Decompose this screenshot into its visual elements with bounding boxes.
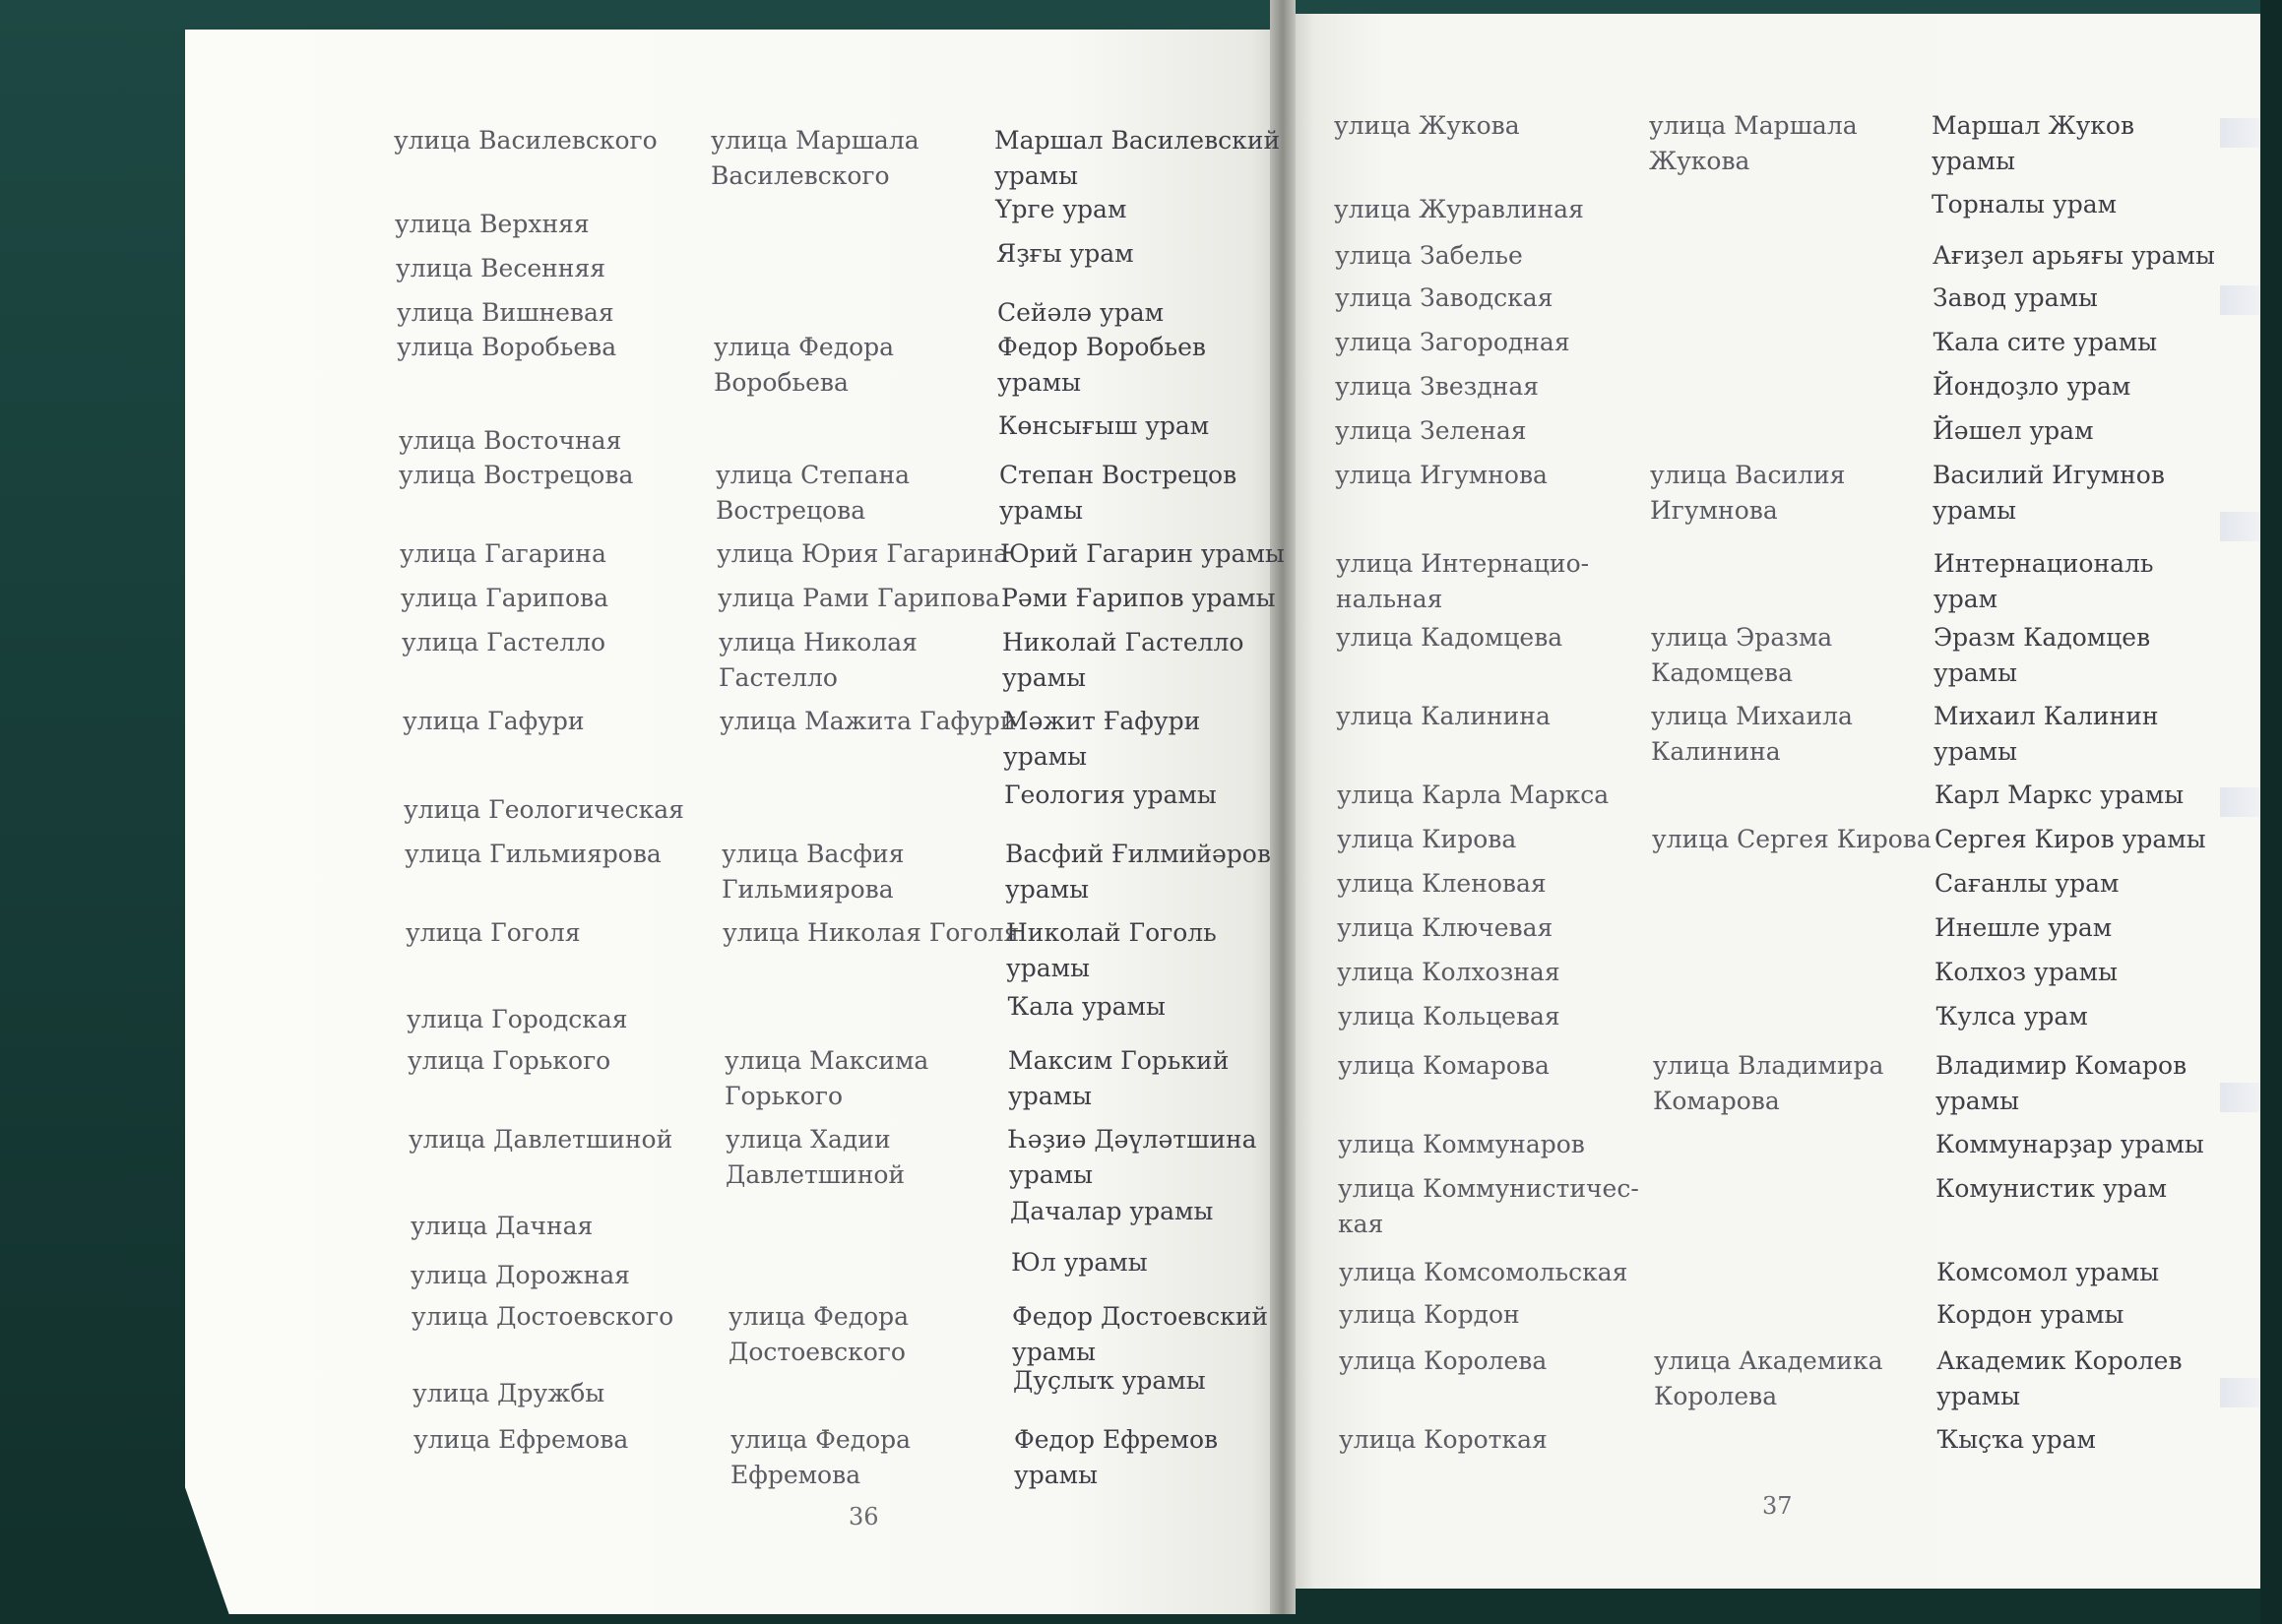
right-row-mid-cell: Жукова	[1649, 147, 1750, 175]
left-row-top-cell: улица Достоевского	[412, 1302, 674, 1331]
right-row-top-cell: улица Короткая	[1339, 1425, 1548, 1454]
right-row-top-cell: улица Комарова	[1338, 1051, 1550, 1080]
right-row-mid-cell: улица Михаила	[1651, 702, 1853, 730]
left-row-bsh-cell: Рәми Ғарипов урамы	[1001, 584, 1276, 612]
right-row-bsh-cell: Сағанлы урам	[1934, 869, 2120, 898]
right-row-top-cell: улица Королева	[1339, 1346, 1548, 1375]
left-row-mid-cell: Гастелло	[719, 663, 838, 692]
right-row-bsh-cell: урамы	[1933, 737, 2017, 766]
right-row-bsh-cell: Комсомол урамы	[1936, 1258, 2160, 1286]
right-row-top-cell: улица Колхозная	[1337, 958, 1560, 986]
left-row-mid-cell: улица Федора	[714, 333, 895, 361]
left-row-top-cell: улица Ефремова	[413, 1425, 629, 1454]
left-row-bsh-cell: урамы	[1003, 742, 1087, 771]
left-row-bsh-cell: Федор Воробьев	[997, 333, 1206, 361]
right-row-mid-cell: улица Сергея Кирова	[1652, 825, 1932, 853]
right-row-top-cell: улица Игумнова	[1335, 461, 1548, 489]
right-row-top-cell: улица Комсомольская	[1339, 1258, 1628, 1286]
left-row-mid-cell: Горького	[725, 1082, 844, 1110]
right-row-top-cell: улица Кольцевая	[1338, 1002, 1560, 1031]
right-row-top-cell: улица Калинина	[1336, 702, 1551, 730]
left-row-mid-cell: улица Николая	[719, 628, 918, 656]
left-row-bsh-cell: Геология урамы	[1004, 781, 1217, 809]
left-row-mid-cell: улица Федора	[730, 1425, 912, 1454]
right-row-mid-cell: Королева	[1654, 1382, 1778, 1410]
left-row-bsh-cell: Николай Гастелло	[1002, 628, 1244, 656]
left-row-mid-cell: улица Рами Гарипова	[718, 584, 1000, 612]
right-row-bsh-cell: Кордон урамы	[1936, 1300, 2124, 1329]
left-row-top-cell: улица Дачная	[411, 1212, 594, 1240]
left-row-mid-cell: улица Хадии	[726, 1125, 891, 1154]
left-row-top-cell: улица Геологическая	[404, 795, 684, 824]
left-row-bsh-cell: Васфий Ғилмийәров	[1005, 840, 1271, 868]
right-row-bsh-cell: Интернациональ	[1933, 549, 2154, 578]
left-row-top-cell: улица Гоголя	[406, 918, 581, 947]
left-row-top-cell: улица Восточная	[399, 426, 622, 455]
right-row-top-cell: улица Кордон	[1339, 1300, 1520, 1329]
right-row-mid-cell: улица Маршала	[1649, 111, 1858, 140]
left-row-bsh-cell: Һәҙиә Дәүләтшина	[1009, 1125, 1257, 1154]
right-row-top-cell: улица Карла Маркса	[1337, 781, 1610, 809]
left-row-mid-cell: улица Федора	[729, 1302, 910, 1331]
left-row-mid-cell: Давлетшиной	[726, 1160, 906, 1189]
left-row-bsh-cell: Дуҫлыҡ урамы	[1013, 1366, 1206, 1395]
right-row-bsh-cell: Ҡулса урам	[1935, 1002, 2088, 1031]
right-row-top-cell: улица Интернацио-	[1336, 549, 1590, 578]
right-row-top-cell: улица Коммунистичес-	[1338, 1174, 1639, 1203]
right-row-top-cell: улица Журавлиная	[1334, 195, 1584, 223]
left-row-bsh-cell: Юл урамы	[1011, 1248, 1148, 1277]
right-row-top-cell: улица Ключевая	[1337, 913, 1553, 942]
right-row-bsh-cell: урамы	[1936, 1382, 2020, 1410]
left-row-bsh-cell: урамы	[1012, 1338, 1096, 1366]
left-row-bsh-cell: Юрий Гагарин урамы	[1000, 539, 1285, 568]
right-row-bsh-cell: Академик Королев	[1936, 1346, 2183, 1375]
right-row-bsh-cell: Владимир Комаров	[1935, 1051, 2187, 1080]
right-row-bsh-cell: урамы	[1932, 147, 2015, 175]
left-row-top-cell: улица Дорожная	[411, 1261, 630, 1289]
right-row-bsh-cell: Комунистик урам	[1935, 1174, 2168, 1203]
right-row-bsh-cell: Ҡыҫҡа урам	[1936, 1425, 2096, 1454]
left-row-mid-cell: Гильмиярова	[722, 875, 894, 904]
left-row-mid-cell: Вострецова	[716, 496, 866, 525]
right-row-top-cell: улица Загородная	[1335, 328, 1570, 356]
left-row-top-cell: улица Гарипова	[401, 584, 608, 612]
right-row-bsh-cell: урам	[1933, 585, 1998, 613]
left-row-top-cell: улица Верхняя	[395, 210, 590, 238]
right-row-top-cell: улица Кирова	[1337, 825, 1517, 853]
left-row-top-cell: улица Гастелло	[402, 628, 606, 656]
right-row-bsh-cell: урамы	[1933, 496, 2016, 525]
scan-edge	[2260, 0, 2282, 1624]
left-row-bsh-cell: Федор Ефремов	[1014, 1425, 1219, 1454]
right-row-bsh-cell: Ҡала сите урамы	[1933, 328, 2158, 356]
right-row-bsh-cell: Торналы урам	[1932, 190, 2118, 219]
right-row-bsh-cell: Маршал Жуков	[1932, 111, 2135, 140]
left-row-top-cell: улица Весенняя	[396, 254, 606, 282]
left-row-top-cell: улица Гафури	[403, 707, 585, 735]
right-row-bsh-cell: Карл Маркс урамы	[1934, 781, 2185, 809]
left-row-bsh-cell: Мәжит Ғафури	[1003, 707, 1201, 735]
right-row-top-cell: кая	[1338, 1210, 1384, 1238]
left-row-top-cell: улица Гагарина	[400, 539, 606, 568]
left-row-bsh-cell: Федор Достоевский	[1012, 1302, 1269, 1331]
left-row-bsh-cell: урамы	[1005, 875, 1089, 904]
left-row-bsh-cell: урамы	[999, 496, 1083, 525]
right-row-top-cell: улица Звездная	[1335, 372, 1539, 401]
left-row-bsh-cell: Ҡала урамы	[1007, 992, 1166, 1021]
right-row-bsh-cell: Эразм Кадомцев	[1933, 623, 2151, 652]
right-row-bsh-cell: Колхоз урамы	[1934, 958, 2118, 986]
book-gutter	[1270, 0, 1296, 1614]
right-row-bsh-cell: Йәшел урам	[1933, 416, 2094, 445]
left-row-top-cell: улица Гильмиярова	[405, 840, 662, 868]
left-row-mid-cell: Достоевского	[729, 1338, 906, 1366]
right-row-mid-cell: улица Академика	[1654, 1346, 1883, 1375]
left-row-mid-cell: улица Маршала	[711, 126, 919, 155]
left-row-bsh-cell: урамы	[1006, 954, 1090, 982]
left-row-bsh-cell: урамы	[1008, 1082, 1092, 1110]
left-row-bsh-cell: Дачалар урамы	[1010, 1197, 1214, 1225]
right-row-mid-cell: Игумнова	[1650, 496, 1778, 525]
right-row-mid-cell: Комарова	[1653, 1087, 1780, 1115]
left-row-mid-cell: Ефремова	[730, 1461, 861, 1489]
left-row-mid-cell: улица Васфия	[722, 840, 905, 868]
right-row-top-cell: улица Жукова	[1334, 111, 1520, 140]
left-row-mid-cell: улица Юрия Гагарина	[717, 539, 1009, 568]
right-row-bsh-cell: Инешле урам	[1934, 913, 2113, 942]
left-row-mid-cell: улица Мажита Гафури	[720, 707, 1017, 735]
right-row-bsh-cell: Завод урамы	[1933, 283, 2098, 312]
left-row-bsh-cell: Николай Гоголь	[1006, 918, 1217, 947]
left-row-top-cell: улица Вишневая	[397, 298, 614, 327]
left-row-mid-cell: улица Максима	[725, 1046, 929, 1075]
right-row-mid-cell: улица Владимира	[1653, 1051, 1884, 1080]
right-row-top-cell: улица Заводская	[1335, 283, 1553, 312]
right-row-bsh-cell: Йондоҙло урам	[1933, 372, 2131, 401]
left-row-mid-cell: улица Николая Гоголя	[723, 918, 1020, 947]
right-row-top-cell: улица Кадомцева	[1336, 623, 1563, 652]
right-row-mid-cell: Кадомцева	[1651, 658, 1793, 687]
left-row-mid-cell: Воробьева	[714, 368, 849, 397]
left-row-bsh-cell: урамы	[1002, 663, 1086, 692]
right-row-bsh-cell: Василий Игумнов	[1933, 461, 2165, 489]
left-row-bsh-cell: Көнсығыш урам	[998, 411, 1210, 440]
right-row-top-cell: нальная	[1336, 585, 1443, 613]
right-row-bsh-cell: Сергея Киров урамы	[1934, 825, 2206, 853]
left-row-bsh-cell: Үрге урам	[995, 195, 1127, 223]
page-number-right: 37	[1762, 1492, 1793, 1520]
left-row-mid-cell: Василевского	[711, 161, 890, 190]
right-row-mid-cell: улица Эразма	[1651, 623, 1833, 652]
left-row-top-cell: улица Василевского	[394, 126, 658, 155]
left-row-bsh-cell: Степан Вострецов	[999, 461, 1237, 489]
right-row-bsh-cell: урамы	[1933, 658, 2017, 687]
right-row-mid-cell: Калинина	[1651, 737, 1781, 766]
right-row-bsh-cell: урамы	[1935, 1087, 2019, 1115]
left-row-bsh-cell: урамы	[997, 368, 1081, 397]
left-row-mid-cell: улица Степана	[716, 461, 911, 489]
right-row-top-cell: улица Кленовая	[1337, 869, 1547, 898]
right-row-bsh-cell: Ағиҙел арьяғы урамы	[1933, 241, 2215, 270]
right-row-top-cell: улица Коммунаров	[1338, 1130, 1585, 1158]
left-row-bsh-cell: Сейәлә урам	[997, 298, 1165, 327]
page-number-left: 36	[849, 1503, 879, 1530]
left-row-top-cell: улица Дружбы	[412, 1379, 605, 1407]
left-row-top-cell: улица Городская	[407, 1005, 628, 1033]
left-row-bsh-cell: урамы	[994, 161, 1078, 190]
left-row-bsh-cell: Маршал Василевский	[994, 126, 1281, 155]
right-row-top-cell: улица Зеленая	[1335, 416, 1527, 445]
left-row-bsh-cell: урамы	[1014, 1461, 1098, 1489]
left-row-bsh-cell: урамы	[1009, 1160, 1093, 1189]
left-row-top-cell: улица Давлетшиной	[409, 1125, 673, 1154]
left-row-top-cell: улица Воробьева	[397, 333, 617, 361]
right-row-mid-cell: улица Василия	[1650, 461, 1846, 489]
left-row-bsh-cell: Яҙғы урам	[996, 239, 1134, 268]
left-row-top-cell: улица Горького	[408, 1046, 611, 1075]
left-row-top-cell: улица Вострецова	[399, 461, 634, 489]
right-row-bsh-cell: Коммунарҙар урамы	[1935, 1130, 2204, 1158]
right-row-bsh-cell: Михаил Калинин	[1933, 702, 2159, 730]
right-row-top-cell: улица Забелье	[1335, 241, 1523, 270]
left-row-bsh-cell: Максим Горький	[1008, 1046, 1230, 1075]
